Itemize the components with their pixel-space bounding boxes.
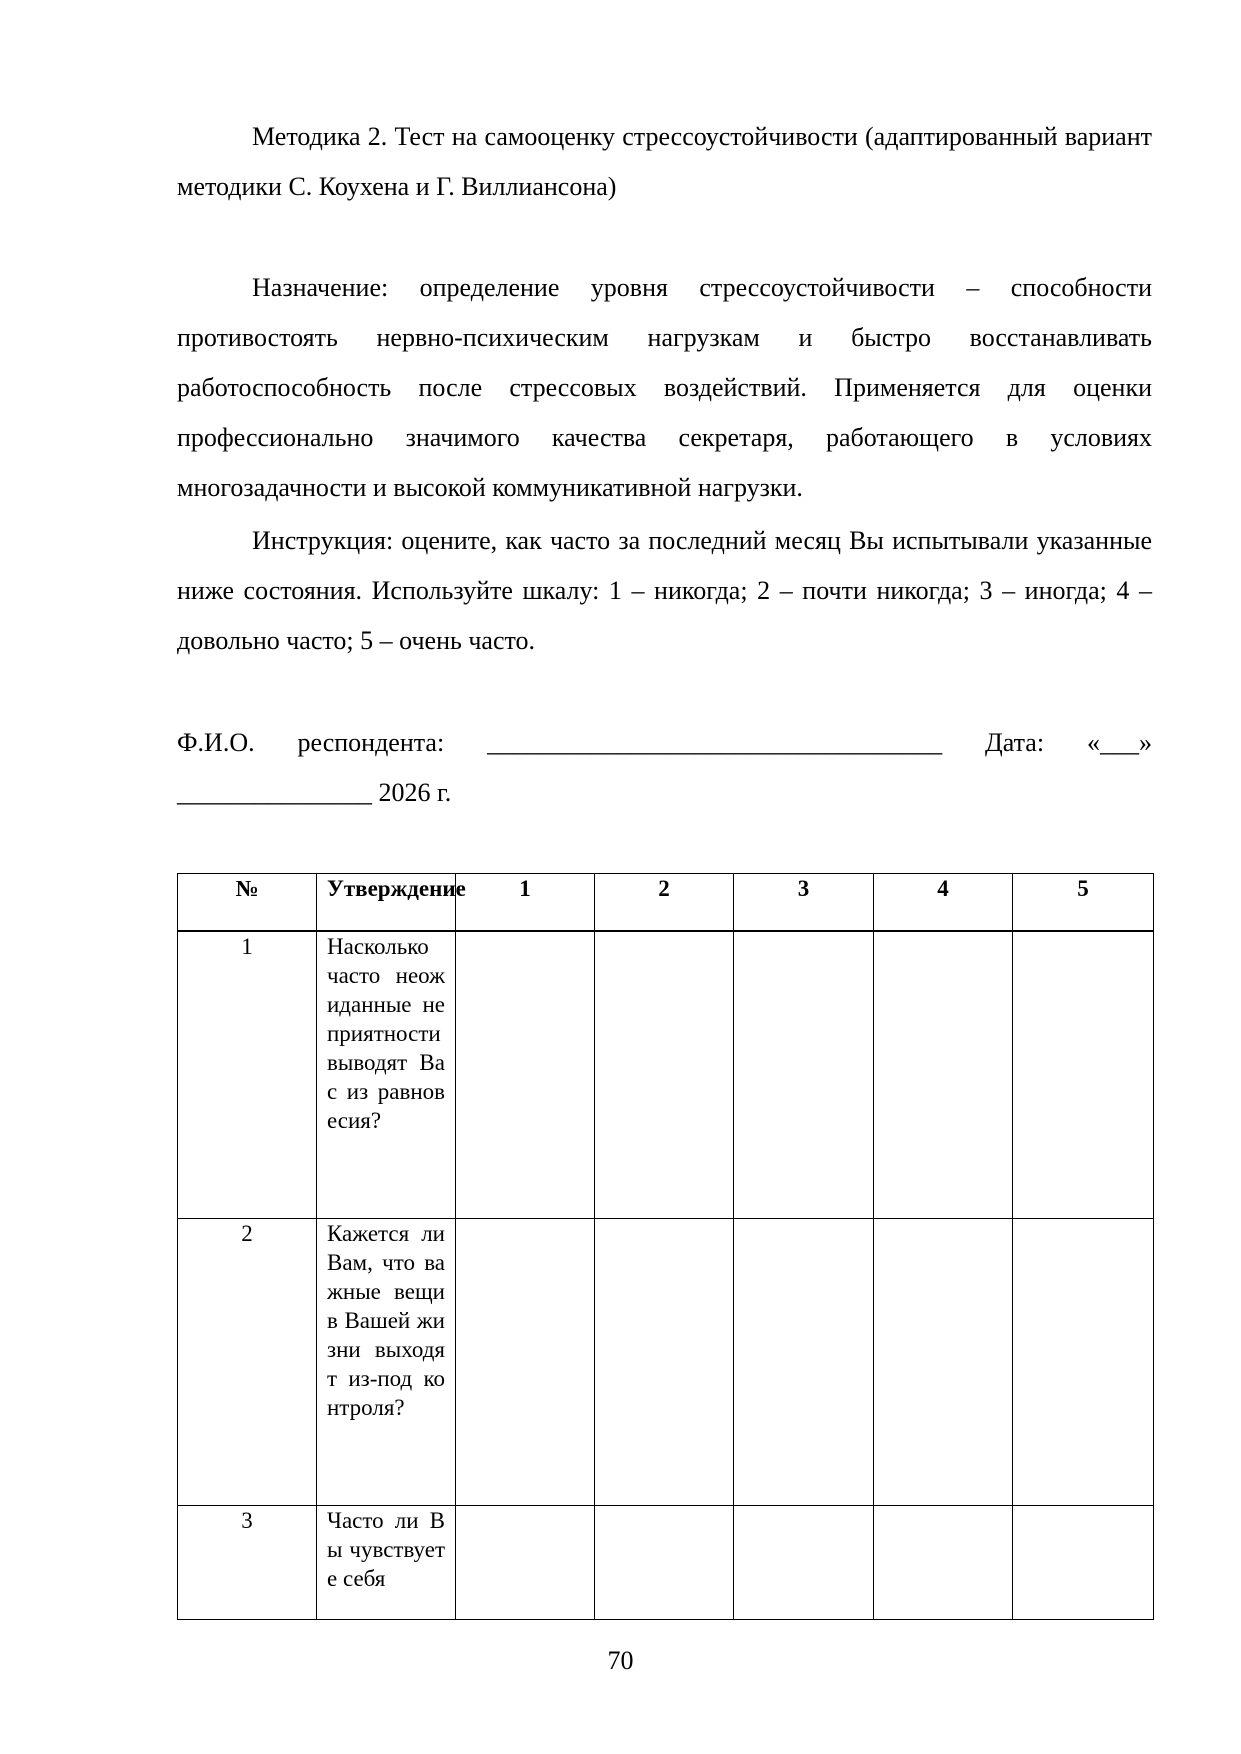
row-statement: Часто ли Вы чувствуете себя [317,1506,456,1620]
page-number: 70 [607,1646,634,1675]
instruction-paragraph: Инструкция: оцените, как часто за последний месяц Вы испытывали указанные ниже состояния. Используйте шкалу: 1 – никогда; 2 – почти никогда; 3 – иногда; 4 – довольно часто; 5 – очень часто. [177,526,1152,655]
score-cell-2[interactable] [595,1219,734,1506]
score-cell-3[interactable] [734,1219,874,1506]
score-cell-4[interactable] [874,1219,1013,1506]
header-score-5: 5 [1013,874,1154,932]
score-cell-5[interactable] [1013,931,1154,1219]
score-cell-1[interactable] [456,1506,595,1620]
header-score-2: 2 [595,874,734,932]
header-score-3: 3 [734,874,874,932]
table-row [178,931,1154,1219]
row-statement: Кажется ли Вам, что важные вещи в Вашей жизни выходят из-под контроля? [317,1219,456,1506]
header-score-4: 4 [874,874,1013,932]
respondent-info-line: Ф.И.О. респондента: ___________________________________ Дата: «___» _______________ 2026 г. [177,728,1152,807]
row-number: 1 [178,931,317,1219]
score-cell-1[interactable] [456,931,595,1219]
score-cell-2[interactable] [595,931,734,1219]
score-cell-3[interactable] [734,931,874,1219]
score-cell-4[interactable] [874,1506,1013,1620]
row-statement: Насколько часто неожиданные неприятности выводят Вас из равновесия? [317,931,456,1219]
row-number: 3 [178,1506,317,1620]
table-row [178,1506,1154,1620]
header-score-1: 1 [456,874,595,932]
score-cell-2[interactable] [595,1506,734,1620]
header-number: № [178,874,317,932]
header-statement: Утверждение [317,874,456,932]
table-row [178,1219,1154,1506]
survey-table [177,873,1154,1620]
score-cell-4[interactable] [874,931,1013,1219]
score-cell-1[interactable] [456,1219,595,1506]
purpose-paragraph: Назначение: определение уровня стрессоустойчивости – способности противостоять нервно-психическим нагрузкам и быстро восстанавливать работоспособность после стрессовых воздействий. Применяется для оценки профессионально значимого качества секретаря, работающего в условиях многозадачности и высокой коммуникативной нагрузки. [177,273,1152,502]
row-number: 2 [178,1219,317,1506]
score-cell-3[interactable] [734,1506,874,1620]
table-header-row [178,874,1154,932]
method-title: Методика 2. Тест на самооценку стрессоустойчивости (адаптированный вариант методики С. Коухена и Г. Виллиансона) [177,122,1152,201]
score-cell-5[interactable] [1013,1506,1154,1620]
score-cell-5[interactable] [1013,1219,1154,1506]
